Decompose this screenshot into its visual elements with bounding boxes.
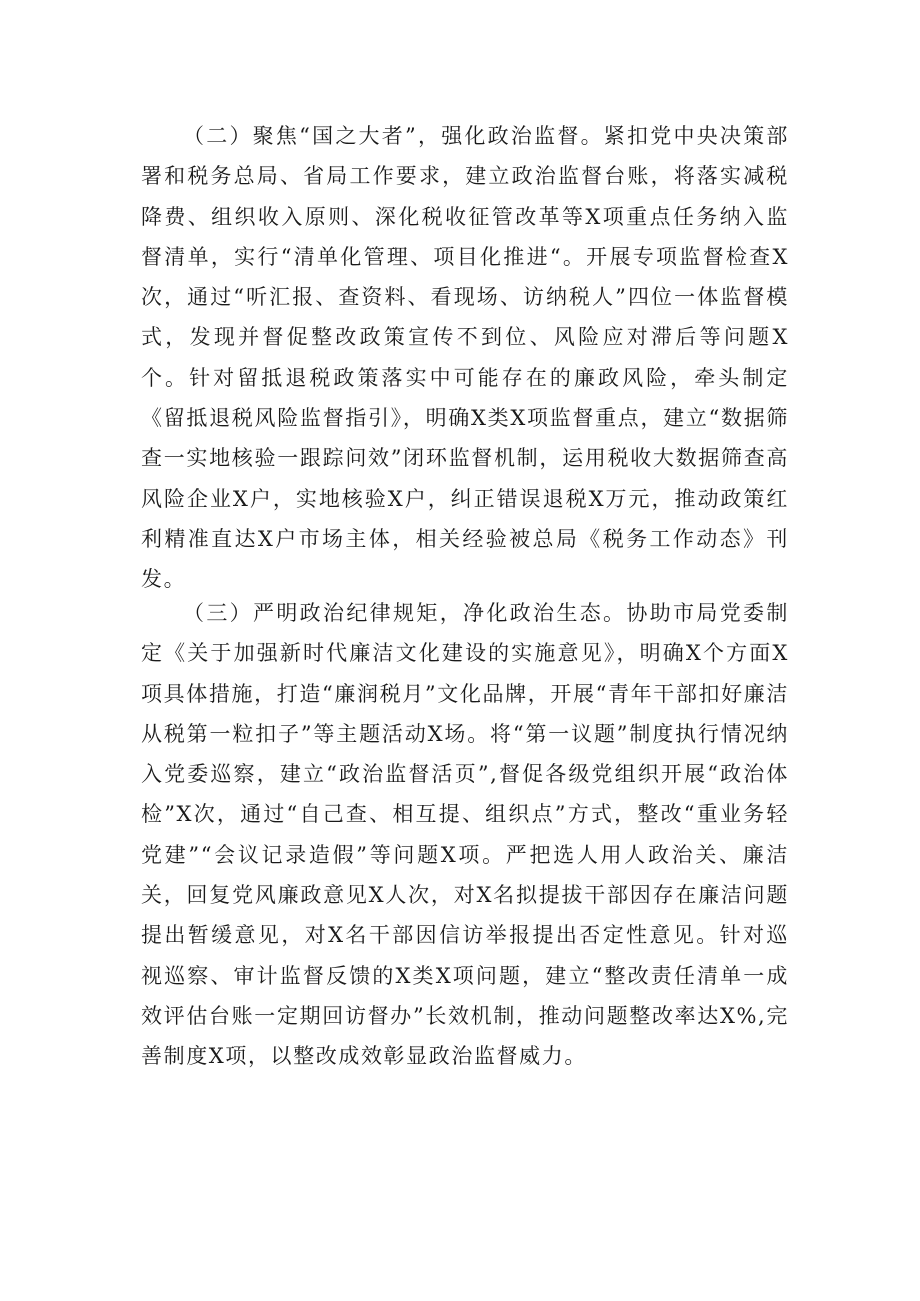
- paragraph-political-discipline: （三）严明政治纪律规矩，净化政治生态。协助市局党委制定《关于加强新时代廉洁文化建设的实施意见》，明确X个方面X项具体措施，打造“廉润税月”文化品牌，开展“青年干部扣好廉洁从税第一粒扣子”等主题活动X场。将“第一议题”制度执行情况纳入党委巡察，建立“政治监督活页”,督促各级党组织开展“政治体检”X次，通过“自己查、相互提、组织点”方式，整改“重业务轻党建”“会议记录造假”等问题X项。严把选人用人政治关、廉洁关，回复党风廉政意见X人次，对X名拟提拔干部因存在廉洁问题提出暂缓意见，对X名干部因信访举报提出否定性意见。针对巡视巡察、审计监督反馈的X类X项问题，建立“整改责任清单一成效评估台账一定期回访督办”长效机制，推动问题整改率达X%,完善制度X项，以整改成效彰显政治监督威力。: [141, 601, 789, 1069]
- paragraph-political-supervision: （二）聚焦“国之大者”，强化政治监督。紧扣党中央决策部署和税务总局、省局工作要求，建立政治监督台账，将落实减税降费、组织收入原则、深化税收征管改革等X项重点任务纳入监督清单，实行“清单化管理、项目化推进“。开展专项监督检查X次，通过“听汇报、查资料、看现场、访纳税人”四位一体监督模式，发现并督促整改政策宣传不到位、风险应对滞后等问题X个。针对留抵退税政策落实中可能存在的廉政风险，牵头制定《留抵退税风险监督指引》，明确X类X项监督重点，建立“数据筛查一实地核验一跟踪问效”闭环监督机制，运用税收大数据筛查高风险企业X户，实地核验X户，纠正错误退税X万元，推动政策红利精准直达X户市场主体，相关经验被总局《税务工作动态》刊发。: [141, 124, 789, 592]
- paragraph-block-political-supervision: [141, 116, 789, 600]
- paragraph-block-political-discipline: [141, 593, 789, 1077]
